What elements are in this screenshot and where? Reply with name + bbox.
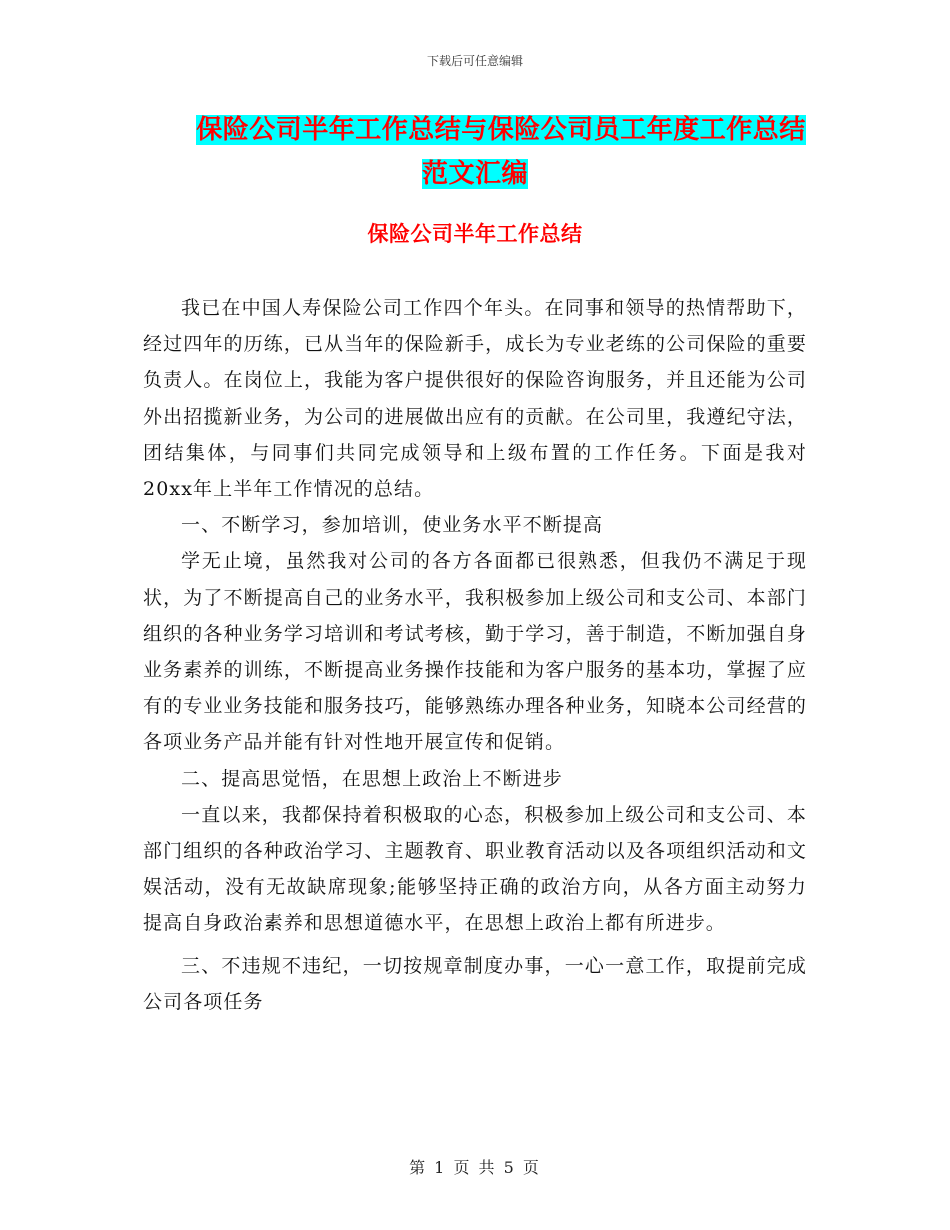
heading-three: 三、不违规不违纪，一切按规章制度办事，一心一意工作，取提前完成公司各项任务	[143, 954, 807, 1013]
heading-two: 二、提高思觉悟，在思想上政治上不断进步	[181, 767, 563, 790]
document-body	[143, 290, 807, 1020]
paragraph-study: 学无止境，虽然我对公司的各方各面都已很熟悉，但我仍不满足于现状，为了不断提高自己的业务水平，我积极参加上级公司和支公司、本部门组织的各种业务学习培训和考试考核，勤于学习，善于制造，不断加强自身业务素养的训练，不断提高业务操作技能和为客户服务的基本功，掌握了应有的专业业务技能和服务技巧，能够熟练办理各种业务，知晓本公司经营的各项业务产品并能有针对性地开展宣传和促销。	[143, 550, 807, 754]
section-title: 保险公司半年工作总结	[367, 222, 583, 246]
paragraph-intro: 我已在中国人寿保险公司工作四个年头。在同事和领导的热情帮助下，经过四年的历练，已从当年的保险新手，成长为专业老练的公司保险的重要负责人。在岗位上，我能为客户提供很好的保险咨询服务，并且还能为公司外出招揽新业务，为公司的进展做出应有的贡献。在公司里，我遵纪守法，团结集体，与同事们共同完成领导和上级布置的工作任务。下面是我对20xx年上半年工作情况的总结。	[143, 297, 807, 501]
header-note: 下载后可任意编辑	[426, 54, 523, 68]
document-title-line2: 范文汇编	[421, 159, 528, 189]
page-number-footer: 第 1 页 共 5 页	[409, 1158, 541, 1177]
paragraph-politics: 一直以来，我都保持着积极取的心态，积极参加上级公司和支公司、本部门组织的各种政治学习、主题教育、职业教育活动以及各项组织活动和文娱活动，没有无故缺席现象;能够坚持正确的政治方向，从各方面主动努力提高自身政治素养和思想道德水平，在思想上政治上都有所进步。	[143, 803, 807, 935]
document-title	[0, 108, 950, 196]
heading-one: 一、不断学习，参加培训，使业务水平不断提高	[181, 514, 604, 537]
document-title-line1: 保险公司半年工作总结与保险公司员工年度工作总结	[196, 115, 806, 145]
